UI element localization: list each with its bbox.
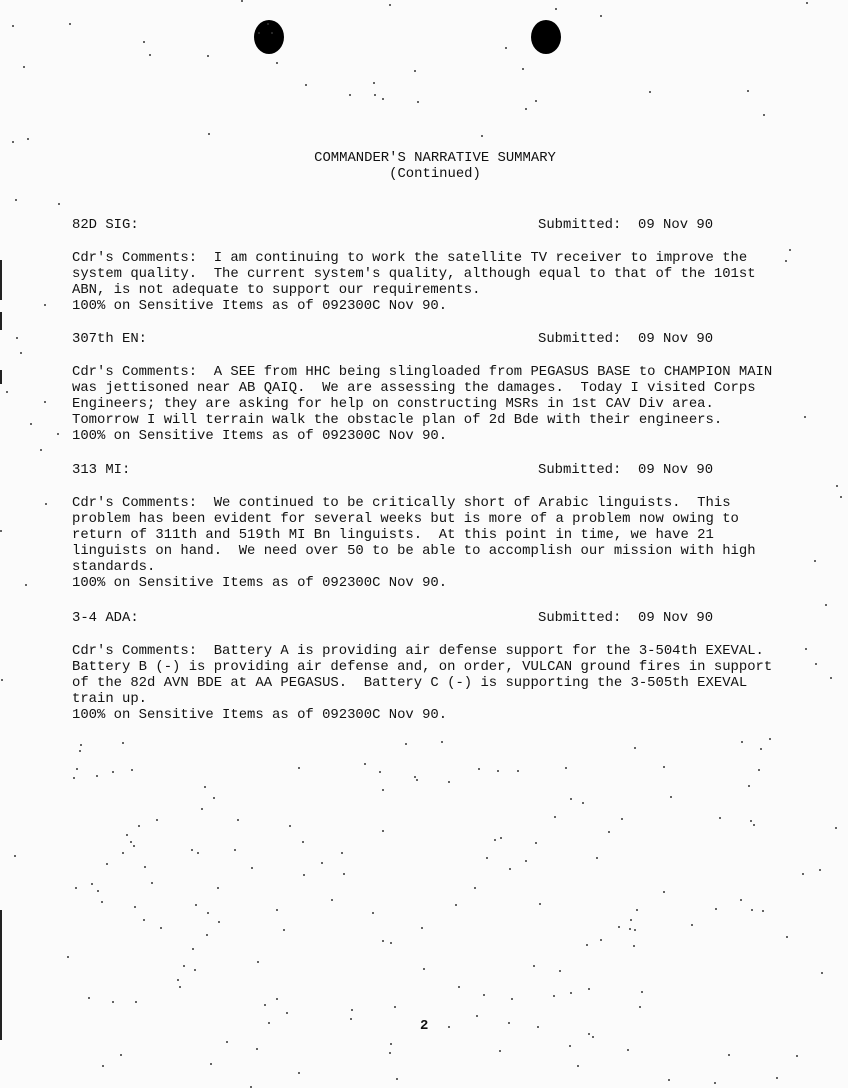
unit-name: 82D SIG: <box>72 217 139 233</box>
scan-speck <box>570 798 572 800</box>
scan-speck <box>276 62 278 64</box>
scan-speck <box>321 862 323 864</box>
scan-speck <box>509 868 511 870</box>
scan-speck <box>554 816 556 818</box>
scan-speck <box>390 942 392 944</box>
scan-speck <box>596 857 598 859</box>
scan-speck <box>494 839 496 841</box>
scan-speck <box>476 1015 478 1017</box>
scan-speck <box>112 1001 114 1003</box>
unit-name: 307th EN: <box>72 331 148 347</box>
scan-speck <box>740 899 742 901</box>
scan-speck <box>226 1041 228 1043</box>
scan-edge-mark <box>0 370 2 384</box>
scan-speck <box>120 1054 122 1056</box>
scan-speck <box>14 855 16 857</box>
scan-speck <box>691 924 693 926</box>
scan-speck <box>289 825 291 827</box>
scan-speck <box>565 767 567 769</box>
scan-speck <box>389 4 391 6</box>
scan-speck <box>802 873 804 875</box>
scan-speck <box>331 899 333 901</box>
scan-speck <box>555 8 557 10</box>
scan-speck <box>12 25 14 27</box>
scan-speck <box>206 934 208 936</box>
scan-speck <box>586 944 588 946</box>
scan-speck <box>80 744 82 746</box>
comments: Cdr's Comments: We continued to be critically short of Arabic linguists. This problem has been evident for several weeks but is more of a problem now owing to return of 311th and 519th MI Bn linguists. At this point in time, we have 21 linguists on hand. We need over 50 to be able to accomplish our mission with high standards. 100% on Sensitive Items as of 092300C Nov 90. <box>72 495 756 591</box>
scan-speck <box>122 742 124 744</box>
scan-speck <box>785 260 787 262</box>
scan-speck <box>448 1026 450 1028</box>
scan-speck <box>537 1026 539 1028</box>
scan-speck <box>213 797 215 799</box>
scan-speck <box>195 904 197 906</box>
scan-speck <box>417 101 419 103</box>
scan-speck <box>44 304 46 306</box>
scan-speck <box>382 940 384 942</box>
scan-speck <box>179 986 181 988</box>
comments: Cdr's Comments: I am continuing to work the satellite TV receiver to improve the system quality. The current system's quality, although equal to that of the 101st ABN, is not adequate to support our requirements. 100% on Sensitive Items as of 092300C Nov 90. <box>72 250 756 314</box>
scan-speck <box>143 919 145 921</box>
scan-speck <box>217 887 219 889</box>
scan-speck <box>763 114 765 116</box>
scan-speck <box>298 1072 300 1074</box>
scan-speck <box>135 1001 137 1003</box>
scan-speck <box>600 15 602 17</box>
scan-speck <box>134 906 136 908</box>
scan-speck <box>511 998 513 1000</box>
scan-speck <box>191 849 193 851</box>
scan-speck <box>505 47 507 49</box>
scan-speck <box>364 763 366 765</box>
scan-speck <box>382 98 384 100</box>
scan-speck <box>160 927 162 929</box>
scan-speck <box>237 819 239 821</box>
scan-speck <box>389 1052 391 1054</box>
scan-speck <box>715 908 717 910</box>
submitted-date: Submitted: 09 Nov 90 <box>538 217 714 233</box>
scan-speck <box>40 449 42 451</box>
scan-speck <box>719 817 721 819</box>
scan-speck <box>636 909 638 911</box>
scan-speck <box>569 1045 571 1047</box>
unit-name: 3-4 ADA: <box>72 610 139 626</box>
scan-speck <box>390 1043 392 1045</box>
page-number: 2 <box>420 1018 429 1034</box>
scan-speck <box>138 825 140 827</box>
scan-speck <box>67 956 69 958</box>
scan-speck <box>256 1048 258 1050</box>
scan-speck <box>508 1022 510 1024</box>
scan-speck <box>177 979 179 981</box>
unit-name: 313 MI: <box>72 462 131 478</box>
scan-speck <box>156 819 158 821</box>
punch-hole-left <box>254 20 284 54</box>
scan-speck <box>559 970 561 972</box>
scan-speck <box>751 909 753 911</box>
scan-speck <box>241 0 243 2</box>
scan-edge-mark <box>0 312 2 330</box>
scan-speck <box>577 1065 579 1067</box>
scan-speck <box>728 1054 730 1056</box>
scan-speck <box>343 873 345 875</box>
scan-edge-mark <box>0 910 2 1040</box>
scan-speck <box>474 887 476 889</box>
scan-speck <box>374 94 376 96</box>
scan-speck <box>840 496 842 498</box>
scan-speck <box>608 831 610 833</box>
scan-speck <box>396 1078 398 1080</box>
scan-speck <box>15 199 17 201</box>
scan-speck <box>394 1006 396 1008</box>
scan-speck <box>405 743 407 745</box>
scan-speck <box>414 776 416 778</box>
scan-speck <box>88 997 90 999</box>
scan-speck <box>522 68 524 70</box>
scan-speck <box>91 883 93 885</box>
scan-speck <box>12 141 14 143</box>
scan-speck <box>133 845 135 847</box>
scan-speck <box>268 1022 270 1024</box>
scan-speck <box>668 1079 670 1081</box>
scan-speck <box>814 560 816 562</box>
scan-speck <box>649 91 651 93</box>
scan-speck <box>149 54 151 56</box>
scan-speck <box>45 503 47 505</box>
scan-speck <box>208 133 210 135</box>
scan-speck <box>58 203 60 205</box>
scan-speck <box>382 830 384 832</box>
scan-speck <box>298 767 300 769</box>
scan-speck <box>79 750 81 752</box>
scan-speck <box>349 94 351 96</box>
scan-speck <box>210 1063 212 1065</box>
scan-speck <box>126 834 128 836</box>
scan-speck <box>30 423 32 425</box>
scan-speck <box>525 860 527 862</box>
scan-speck <box>258 32 260 34</box>
scan-speck <box>257 961 259 963</box>
scan-speck <box>753 824 755 826</box>
document-subtitle: (Continued) <box>389 166 481 182</box>
scan-speck <box>804 416 806 418</box>
scan-speck <box>499 1050 501 1052</box>
scan-speck <box>27 138 29 140</box>
scan-speck <box>629 928 631 930</box>
scan-speck <box>483 994 485 996</box>
scan-speck <box>535 842 537 844</box>
scan-speck <box>588 1033 590 1035</box>
scan-speck <box>130 841 132 843</box>
scan-speck <box>207 912 209 914</box>
scan-speck <box>351 1009 353 1011</box>
scan-speck <box>286 1012 288 1014</box>
scan-speck <box>106 863 108 865</box>
scan-speck <box>525 108 527 110</box>
scan-speck <box>497 770 499 772</box>
scan-speck <box>204 786 206 788</box>
scan-speck <box>786 936 788 938</box>
scan-speck <box>825 604 827 606</box>
scan-speck <box>379 771 381 773</box>
scan-speck <box>143 41 145 43</box>
scan-speck <box>194 969 196 971</box>
scan-speck <box>821 972 823 974</box>
submitted-date: Submitted: 09 Nov 90 <box>538 331 714 347</box>
scan-speck <box>582 802 584 804</box>
comments: Cdr's Comments: Battery A is providing air defense support for the 3-504th EXEVAL. Battery B (-) is providing air defense and, on order, VULCAN ground fires in support of the 82d AVN BDE at AA PEGASUS. Battery C (-) is supporting the 3-505th EXEVAL train up. 100% on Sensitive Items as of 092300C Nov 90. <box>72 643 773 723</box>
scan-speck <box>218 921 220 923</box>
scan-speck <box>588 988 590 990</box>
scan-speck <box>517 770 519 772</box>
scan-speck <box>25 584 27 586</box>
scan-speck <box>750 820 752 822</box>
scan-speck <box>805 648 807 650</box>
scan-speck <box>553 995 555 997</box>
scan-speck <box>481 135 483 137</box>
scan-speck <box>382 789 384 791</box>
scan-speck <box>621 818 623 820</box>
scan-speck <box>303 874 305 876</box>
scan-speck <box>535 100 537 102</box>
scan-speck <box>20 352 22 354</box>
scan-speck <box>600 939 602 941</box>
scan-speck <box>23 66 25 68</box>
scan-speck <box>423 968 425 970</box>
scan-speck <box>789 249 791 251</box>
scan-speck <box>836 485 838 487</box>
scan-speck <box>122 852 124 854</box>
scan-speck <box>486 857 488 859</box>
scan-speck <box>618 926 620 928</box>
scan-speck <box>1 679 3 681</box>
scan-speck <box>760 748 762 750</box>
scan-speck <box>276 909 278 911</box>
scan-speck <box>830 677 832 679</box>
scan-speck <box>641 991 643 993</box>
submitted-date: Submitted: 09 Nov 90 <box>538 462 714 478</box>
scan-speck <box>264 1004 266 1006</box>
scan-speck <box>6 391 8 393</box>
scan-speck <box>634 929 636 931</box>
comments: Cdr's Comments: A SEE from HHC being slingloaded from PEGASUS BASE to CHAMPION MAIN was jettisoned near AB QAIQ. We are assessing the damages. Today I visited Corps Engineers; they are asking for help on constructing MSRs in 1st CAV Div area. Tomorrow I will terrain walk the obstacle plan of 2d Bde with their engineers. 100% on Sensitive Items as of 092300C Nov 90. <box>72 364 773 444</box>
scan-speck <box>630 919 632 921</box>
scan-speck <box>758 769 760 771</box>
submitted-date: Submitted: 09 Nov 90 <box>538 610 714 626</box>
scan-speck <box>806 2 808 4</box>
scan-speck <box>151 882 153 884</box>
scan-speck <box>373 82 375 84</box>
scan-speck <box>500 837 502 839</box>
scan-speck <box>16 337 18 339</box>
scan-speck <box>421 927 423 929</box>
scan-speck <box>75 887 77 889</box>
scan-speck <box>197 852 199 854</box>
scan-speck <box>69 23 71 25</box>
scan-speck <box>670 796 672 798</box>
scan-speck <box>341 852 343 854</box>
scan-speck <box>458 986 460 988</box>
scan-speck <box>455 904 457 906</box>
scan-speck <box>251 867 253 869</box>
scan-speck <box>0 530 2 532</box>
scan-speck <box>372 912 374 914</box>
scan-speck <box>592 1036 594 1038</box>
scan-speck <box>448 781 450 783</box>
scan-speck <box>183 965 185 967</box>
scan-speck <box>414 70 416 72</box>
scan-speck <box>192 948 194 950</box>
scan-speck <box>131 769 133 771</box>
scan-speck <box>769 738 771 740</box>
scan-speck <box>144 866 146 868</box>
scan-speck <box>835 827 837 829</box>
scan-speck <box>97 890 99 892</box>
scan-edge-mark <box>0 260 2 300</box>
scan-speck <box>57 433 59 435</box>
scan-speck <box>350 1018 352 1020</box>
scan-speck <box>796 1055 798 1057</box>
scan-speck <box>776 1077 778 1079</box>
scan-speck <box>762 910 764 912</box>
scan-speck <box>96 775 98 777</box>
scan-speck <box>747 90 749 92</box>
scan-speck <box>819 869 821 871</box>
scan-speck <box>302 841 304 843</box>
scan-speck <box>276 998 278 1000</box>
scan-speck <box>234 849 236 851</box>
scan-speck <box>478 768 480 770</box>
scan-speck <box>201 808 203 810</box>
scan-speck <box>305 84 307 86</box>
scan-speck <box>539 903 541 905</box>
scan-speck <box>663 891 665 893</box>
scan-speck <box>76 768 78 770</box>
scan-speck <box>570 992 572 994</box>
scan-speck <box>283 929 285 931</box>
punch-hole-right <box>531 20 561 54</box>
scan-speck <box>102 1065 104 1067</box>
scan-speck <box>627 1049 629 1051</box>
scan-speck <box>207 55 209 57</box>
scan-speck <box>112 771 114 773</box>
scan-speck <box>44 401 46 403</box>
document-title: COMMANDER'S NARRATIVE SUMMARY <box>314 150 556 166</box>
scan-speck <box>634 747 636 749</box>
scan-speck <box>663 766 665 768</box>
scan-speck <box>714 1082 716 1084</box>
scan-speck <box>441 741 443 743</box>
scan-speck <box>748 785 750 787</box>
scan-speck <box>741 741 743 743</box>
scan-speck <box>101 901 103 903</box>
scan-speck <box>73 777 75 779</box>
scan-speck <box>416 779 418 781</box>
scan-speck <box>633 945 635 947</box>
scan-speck <box>533 965 535 967</box>
scan-speck <box>815 663 817 665</box>
scan-speck <box>639 1006 641 1008</box>
